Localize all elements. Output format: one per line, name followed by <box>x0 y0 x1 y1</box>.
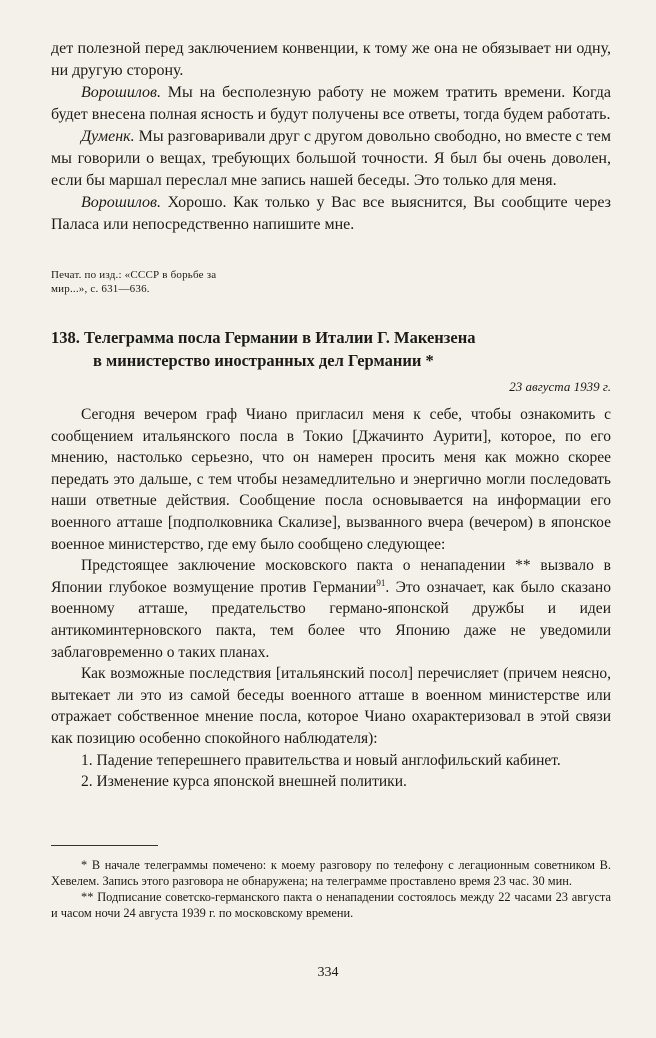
paragraph-voroshilov-1 <box>51 82 611 126</box>
list-item: 2. Изменение курса японской внешней политики. <box>81 773 407 791</box>
text-span: Предстоящее заключение московского пакта о ненападении ** <box>81 557 531 575</box>
page-number: 334 <box>317 965 339 980</box>
paragraph: Как возможные последствия [итальянский посол] перечисляет (причем неясно, вытекает ли это из самой беседы военного атташе в военном министерстве или отражает собственное мнение посла, которое Чиано охарактеризовал в этой связи как позицию особенно спокойного наблюдателя): <box>51 665 611 747</box>
speech-text: Мы разговаривали друг с другом довольно свободно, но вместе с тем мы говорили о вещах, требующих большой точности. Я был бы очень доволен, если бы маршал переслал мне запись нашей беседы. Это только для меня. <box>51 128 611 189</box>
paragraph-voroshilov-2 <box>51 192 611 236</box>
title-line: Телеграмма посла Германии в Италии Г. Макензена <box>84 328 476 347</box>
document-number: 138. <box>51 328 80 347</box>
paragraph-continuation: дет полезной перед заключением конвенции, к тому же она не обязывает ни одну, ни другую сторону. <box>51 40 611 79</box>
footnotes <box>51 857 611 921</box>
speech-text: Хорошо. Как только у Вас все выяснится, Вы сообщите через Паласа или непосредственно напишите мне. <box>51 194 611 233</box>
speaker-name: Думенк. <box>81 128 135 145</box>
source-line: Печат. по изд.: «СССР в борьбе за <box>51 269 217 281</box>
list-item: 1. Падение теперешнего правительства и новый англофильский кабинет. <box>81 751 561 769</box>
source-citation <box>51 268 611 296</box>
paragraph: Сегодня вечером граф Чиано пригласил меня к себе, чтобы ознакомить с сообщением итальянского посла в Токио [Джачинто Аурити], которое, по его мнению, настолько серьезно, что он намерен просить меня как можно скорее передать это дальше, с тем чтобы незамедлительно и энергично могли последовать наши ответные действия. Сообщение посла основывается на информации его военного атташе [подполковника Скализе], вызванного вчера (вечером) в японское военное министерство, где ему было сообщено следующее: <box>51 406 611 553</box>
reference-superscript: 91 <box>376 577 386 588</box>
paragraph <box>51 555 611 663</box>
document-title <box>51 326 611 372</box>
document-date: 23 августа 1939 г. <box>509 379 611 394</box>
document-body <box>51 404 611 793</box>
footnote: ** Подписание советско-германского пакта о ненападении состоялось между 22 часами 23 августа и часом ночи 24 августа 1939 г. по московскому времени. <box>51 890 611 920</box>
footnote-divider <box>51 845 158 846</box>
paragraph-doumenc <box>51 126 611 192</box>
document-heading <box>51 326 611 372</box>
continuation-text <box>51 38 611 236</box>
footnote: * В начале телеграммы помечено: к моему разговору по телефону с легационным советником В. Хевелем. Запись этого разговора не обнаружена; на телеграмме проставлено время 23 час. 30 мин. <box>51 858 611 888</box>
title-line: в министерство иностранных дел Германии * <box>93 351 434 370</box>
speech-text: Мы на бесполезную работу не можем тратить времени. Когда будет внесена полная ясность и будут получены все ответы, тогда будем работать. <box>51 84 611 123</box>
source-line: мир...», с. 631—636. <box>51 283 150 295</box>
text-span: вызвало в Японии глубокое возмущение против Германии <box>51 557 611 596</box>
speaker-name: Ворошилов. <box>81 194 161 211</box>
text-span: . Это означает, как было сказано военному атташе, предательство германо-японской дружбы и идеи антикоминтерновского пакта, тем более что Японию даже не уведомили заблаговременно о таких планах. <box>51 578 611 661</box>
speaker-name: Ворошилов. <box>81 84 161 101</box>
